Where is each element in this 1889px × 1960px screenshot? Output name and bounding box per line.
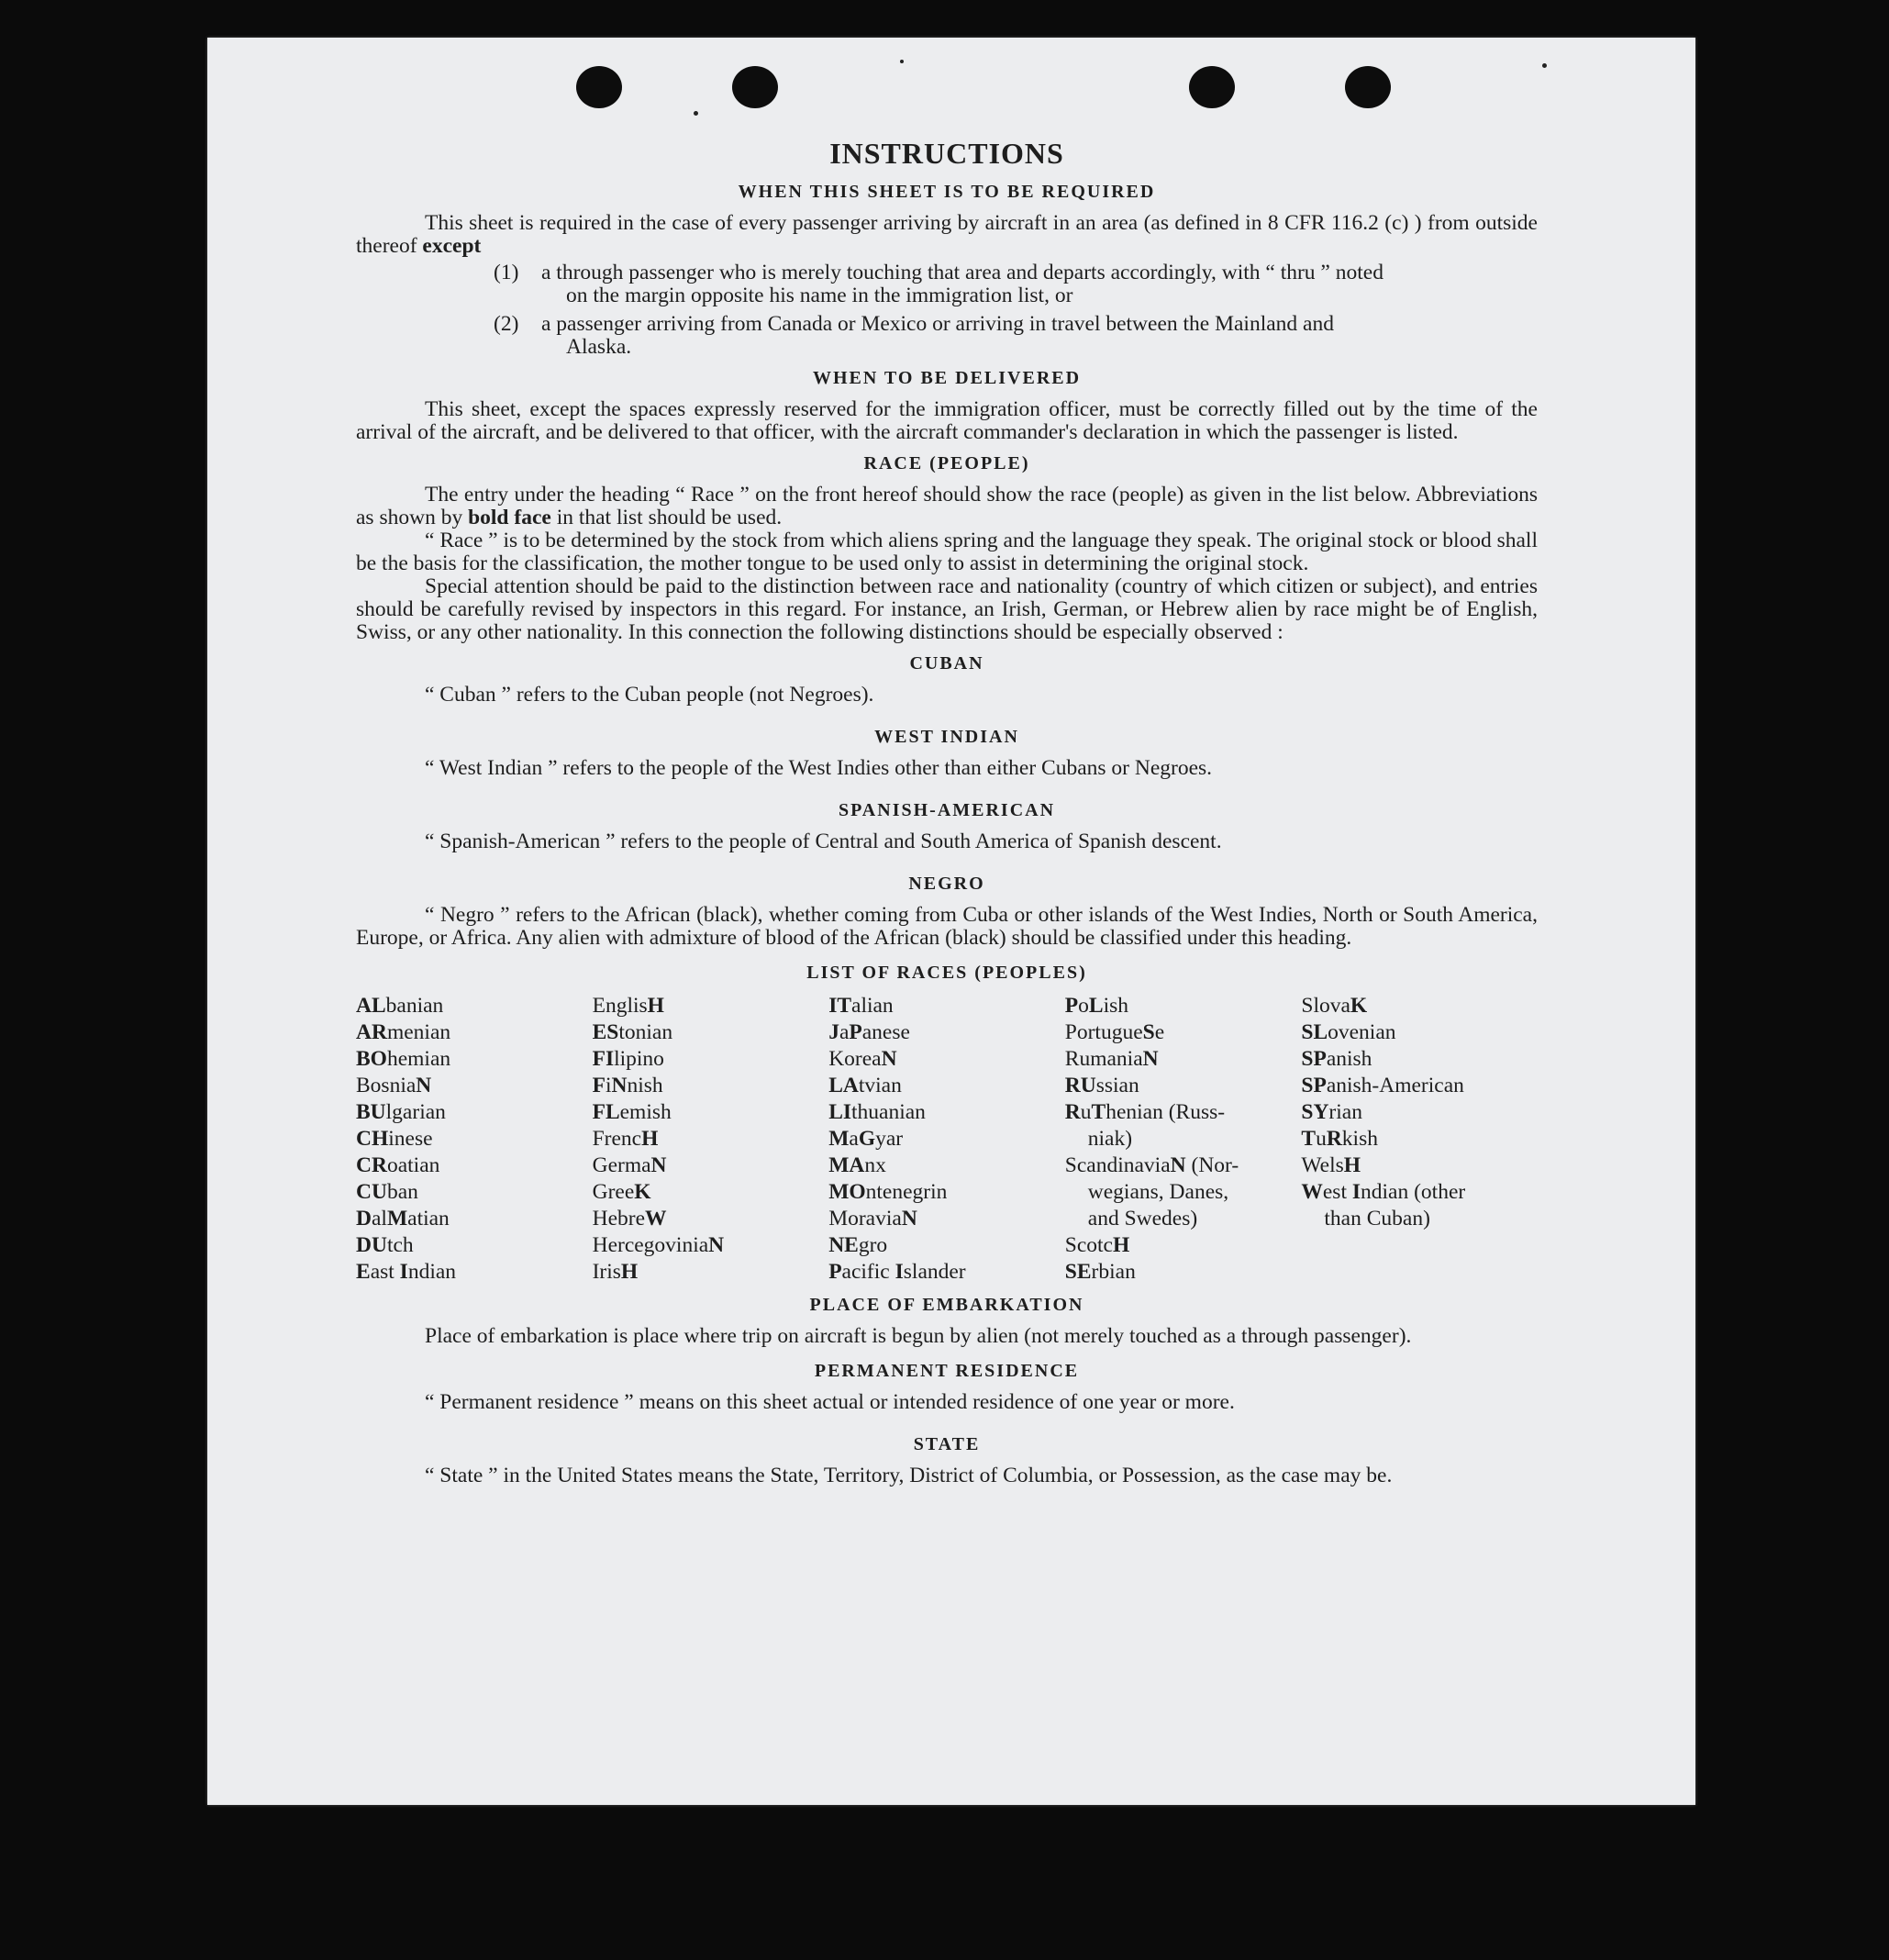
race-column (1301, 993, 1538, 1286)
race-entry: FrencH (592, 1127, 659, 1151)
race-entry: HercegoviniaN (592, 1233, 725, 1257)
race-entry: ScotcH (1064, 1233, 1130, 1257)
speck (900, 60, 904, 63)
race-entry: BUlgarian (356, 1100, 446, 1124)
race-entry: SYrian (1301, 1100, 1362, 1124)
punch-hole (732, 66, 778, 108)
race-entry: niak) (1087, 1127, 1133, 1151)
race-column (593, 993, 829, 1286)
section-heading: CUBAN (909, 653, 984, 674)
race-list (356, 993, 1538, 1286)
race-entry: SPanish-American (1301, 1074, 1464, 1097)
race-column (1065, 993, 1302, 1286)
race-entry: PoLish (1064, 994, 1129, 1018)
paragraph: Place of embarkation is place where trip on aircraft is begun by alien (not merely touched as a through passenger). (425, 1324, 1412, 1348)
section-heading: NEGRO (908, 874, 985, 894)
race-entry: and Swedes) (1087, 1207, 1198, 1231)
race-entry: RUssian (1064, 1074, 1139, 1097)
section-heading: SPANISH-AMERICAN (838, 800, 1056, 820)
paragraph: “ Cuban ” refers to the Cuban people (not Negroes). (425, 683, 874, 707)
paragraph: “ State ” in the United States means the State, Territory, District of Columbia, or Possession, as the case may be. (425, 1464, 1393, 1487)
race-entry: GreeK (592, 1180, 651, 1204)
paragraph: “ Spanish-American ” refers to the people of Central and South America of Spanish descent. (425, 830, 1222, 853)
race-entry: RumaniaN (1064, 1047, 1159, 1071)
race-entry: FiNnish (592, 1074, 663, 1097)
section-heading: WHEN TO BE DELIVERED (812, 368, 1082, 388)
race-entry: LIthuanian (828, 1100, 926, 1124)
race-entry: wegians, Danes, (1087, 1180, 1229, 1204)
list-item: (1) a through passenger who is merely touching that area and departs accordingly, with “ thru ” noted on the margin opposite his name in the immigration list, or (494, 261, 1383, 307)
race-entry: ARmenian (356, 1020, 451, 1044)
paragraph: This sheet is required in the case of every passenger arriving by aircraft in an area (as defined in 8 CFR 116.2 (c) ) from outside thereof except (356, 211, 1538, 258)
race-entry: TuRkish (1301, 1127, 1378, 1151)
race-entry: MOntenegrin (828, 1180, 948, 1204)
section-heading: WEST INDIAN (874, 727, 1019, 747)
race-entry: SlovaK (1301, 994, 1368, 1018)
race-entry: FIlipino (592, 1047, 664, 1071)
list-item: (2) a passenger arriving from Canada or Mexico or arriving in travel between the Mainland and Alaska. (494, 312, 1334, 359)
paragraph: This sheet, except the spaces expressly reserved for the immigration officer, must be correctly filled out by the time of the arrival of the aircraft, and be delivered to that officer, with the aircraft commander's declaration in which the passenger is listed. (356, 397, 1538, 444)
race-entry: SPanish (1301, 1047, 1372, 1071)
race-entry: DUtch (356, 1233, 414, 1257)
section-heading: PERMANENT RESIDENCE (814, 1361, 1080, 1381)
speck (694, 111, 698, 116)
race-entry: West Indian (other (1301, 1180, 1466, 1204)
race-entry: JaPanese (828, 1020, 910, 1044)
race-entry: FLemish (592, 1100, 672, 1124)
race-entry: CHinese (356, 1127, 433, 1151)
race-entry: ScandinaviaN (Nor- (1064, 1153, 1239, 1177)
race-entry: East Indian (356, 1260, 457, 1284)
race-entry: DalMatian (356, 1207, 450, 1231)
race-entry: ALbanian (356, 994, 444, 1018)
race-entry: ITalian (828, 994, 894, 1018)
race-entry: CRoatian (356, 1153, 440, 1177)
paragraph: “ West Indian ” refers to the people of the West Indies other than either Cubans or Negroes. (425, 756, 1213, 780)
race-entry: BosniaN (356, 1074, 432, 1097)
bold-text: except (422, 234, 482, 258)
paragraph: “ Race ” is to be determined by the stock from which aliens spring and the language they speak. The original stock or blood shall be the basis for the classification, the mother tongue to be used only to assist in determining the original stock. (356, 529, 1538, 575)
race-column (828, 993, 1065, 1286)
race-entry: KoreaN (828, 1047, 897, 1071)
paragraph: Special attention should be paid to the distinction between race and nationality (country of which citizen or subject), and entries should be carefully revised by inspectors in this regard. For instance, an Irish, German, or Hebrew alien by race might be of English, Swiss, or any other nationality. In this connection the following distinctions should be especially observed : (356, 574, 1538, 644)
race-entry: CUban (356, 1180, 418, 1204)
instructions-content (356, 137, 1538, 1487)
speck (1542, 63, 1547, 68)
race-entry: than Cuban) (1324, 1207, 1430, 1231)
race-entry: RuThenian (Russ- (1064, 1100, 1226, 1124)
page-title: INSTRUCTIONS (829, 137, 1064, 170)
race-column (356, 993, 593, 1286)
race-entry: MAnx (828, 1153, 886, 1177)
section-heading: WHEN THIS SHEET IS TO BE REQUIRED (738, 182, 1156, 202)
race-entry: PortugueSe (1064, 1020, 1165, 1044)
race-entry: LAtvian (828, 1074, 902, 1097)
paragraph: The entry under the heading “ Race ” on the front hereof should show the race (people) as given in the list below. Abbreviations as shown by bold face in that list should be used. (356, 483, 1538, 529)
document-sheet (207, 38, 1695, 1805)
race-entry: BOhemian (356, 1047, 451, 1071)
punch-hole (1345, 66, 1391, 108)
races-heading: LIST OF RACES (PEOPLES) (806, 963, 1087, 983)
race-entry: Pacific Islander (828, 1260, 966, 1284)
race-entry: SErbian (1064, 1260, 1136, 1284)
race-entry: MoraviaN (828, 1207, 917, 1231)
race-entry: WelsH (1301, 1153, 1361, 1177)
race-entry: SLovenian (1301, 1020, 1396, 1044)
bold-text: bold face (468, 506, 551, 529)
race-entry: GermaN (592, 1153, 667, 1177)
paragraph: “ Negro ” refers to the African (black), whether coming from Cuba or other islands of the West Indies, North or South America, Europe, or Africa. Any alien with admixture of blood of the African (black) should be classified under this heading. (356, 903, 1538, 950)
race-entry: MaGyar (828, 1127, 904, 1151)
section-heading: PLACE OF EMBARKATION (809, 1295, 1084, 1315)
punch-hole (1189, 66, 1235, 108)
race-entry: IrisH (592, 1260, 639, 1284)
punch-hole (576, 66, 622, 108)
race-entry: EnglisH (592, 994, 664, 1018)
race-entry: NEgro (828, 1233, 888, 1257)
race-entry: HebreW (592, 1207, 667, 1231)
section-heading: RACE (PEOPLE) (863, 453, 1030, 473)
section-heading: STATE (913, 1434, 981, 1454)
race-entry: EStonian (592, 1020, 673, 1044)
paragraph: “ Permanent residence ” means on this sheet actual or intended residence of one year or more. (425, 1390, 1235, 1414)
